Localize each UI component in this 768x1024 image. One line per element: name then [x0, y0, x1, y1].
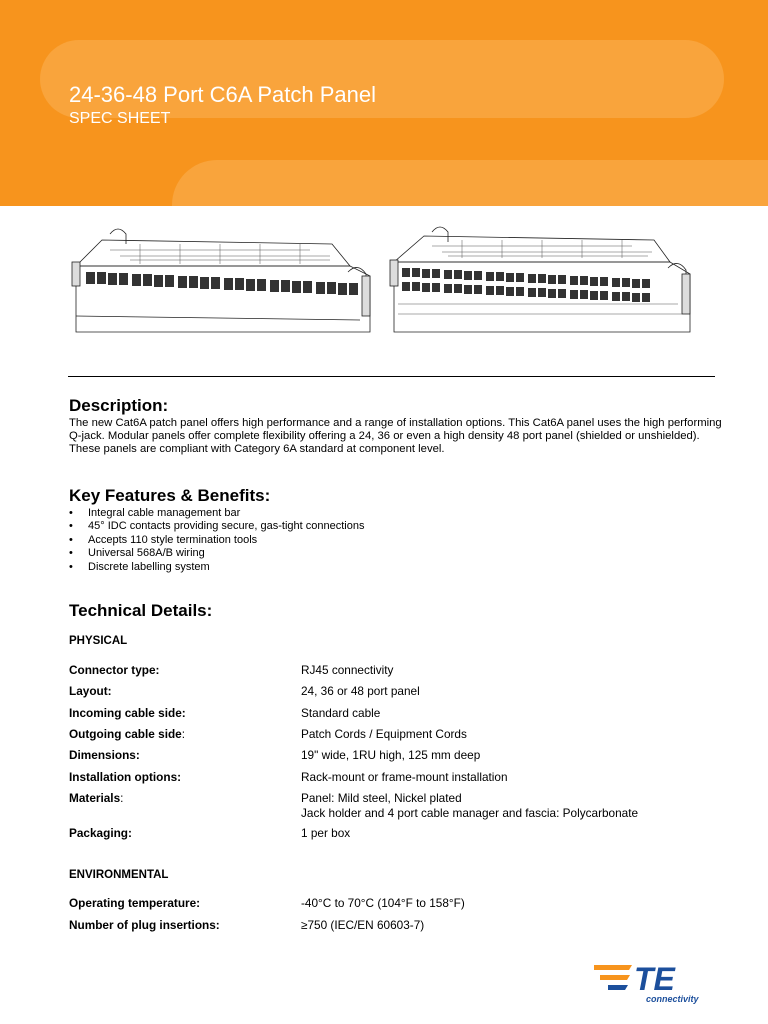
spec-value-operating-temperature: -40°C to 70°C (104°F to 158°F): [301, 896, 465, 910]
list-item: • 45° IDC contacts providing secure, gas-tight connections: [69, 520, 365, 533]
features-list: [69, 507, 365, 574]
spec-label-packaging: Packaging:: [69, 826, 132, 840]
patch-panel-24-port-image: [70, 220, 380, 340]
description-text: The new Cat6A patch panel offers high performance and a range of installation options. This Cat6A panel uses the high performing Q-jack. Modular panels offer complete flexibility offering a 24, 36 or even a high density 48 port panel (shielded or unshielded). These panels are compliant with Category 6A standard at component level.: [69, 417, 722, 455]
physical-section-label: PHYSICAL: [69, 635, 128, 647]
description-heading: Description:: [69, 396, 169, 415]
spec-label-layout: Layout:: [69, 684, 112, 698]
te-connectivity-logo: [590, 958, 720, 1006]
patch-panel-48-port-image: [388, 222, 698, 340]
list-item: • Integral cable management bar: [69, 507, 241, 519]
spec-label-connector-type: Connector type:: [69, 663, 160, 677]
spec-label-incoming-cable-side: Incoming cable side:: [69, 706, 186, 720]
spec-label-operating-temperature: Operating temperature:: [69, 896, 201, 910]
bullet-icon: •: [69, 560, 73, 573]
page-subtitle: SPEC SHEET: [69, 110, 171, 127]
spec-label-materials: Materials:: [69, 791, 124, 805]
list-item: • Accepts 110 style termination tools: [69, 533, 258, 546]
spec-value-incoming-cable-side: Standard cable: [301, 706, 381, 720]
te-logo-swoosh-icon: [594, 965, 632, 990]
page-title: 24-36-48 Port C6A Patch Panel: [69, 82, 376, 107]
spec-value-layout: 24, 36 or 48 port panel: [301, 684, 420, 698]
bullet-icon: •: [69, 547, 73, 560]
spec-label-dimensions: Dimensions:: [69, 748, 140, 762]
te-logo-mark: TE: [634, 961, 675, 997]
section-divider: [68, 376, 715, 377]
bullet-icon: •: [69, 533, 73, 546]
list-item: • Discrete labelling system: [69, 560, 210, 573]
environmental-section-label: ENVIRONMENTAL: [69, 869, 169, 881]
spec-value-outgoing-cable-side: Patch Cords / Equipment Cords: [301, 727, 467, 741]
header-band: [0, 0, 768, 206]
bullet-icon: •: [69, 507, 73, 519]
features-heading: Key Features & Benefits:: [69, 486, 271, 505]
bullet-icon: •: [69, 520, 73, 533]
te-logo-tagline: connectivity: [646, 994, 699, 1004]
list-item: • Universal 568A/B wiring: [69, 547, 205, 560]
spec-label-outgoing-cable-side: Outgoing cable side:: [69, 727, 186, 741]
header-decor-pill-bottom: [172, 160, 768, 206]
spec-value-materials-line2: Jack holder and 4 port cable manager and fascia: Polycarbonate: [301, 806, 639, 820]
spec-value-connector-type: RJ45 connectivity: [301, 663, 394, 677]
spec-value-packaging: 1 per box: [301, 826, 351, 840]
spec-label-installation-options: Installation options:: [69, 770, 182, 784]
spec-label-plug-insertions: Number of plug insertions:: [69, 918, 220, 932]
technical-heading: Technical Details:: [69, 601, 213, 620]
spec-value-plug-insertions: ≥750 (IEC/EN 60603-7): [301, 918, 425, 932]
spec-value-dimensions: 19" wide, 1RU high, 125 mm deep: [301, 748, 481, 762]
spec-value-materials: Panel: Mild steel, Nickel plated: [301, 791, 462, 805]
spec-value-installation-options: Rack-mount or frame-mount installation: [301, 770, 508, 784]
